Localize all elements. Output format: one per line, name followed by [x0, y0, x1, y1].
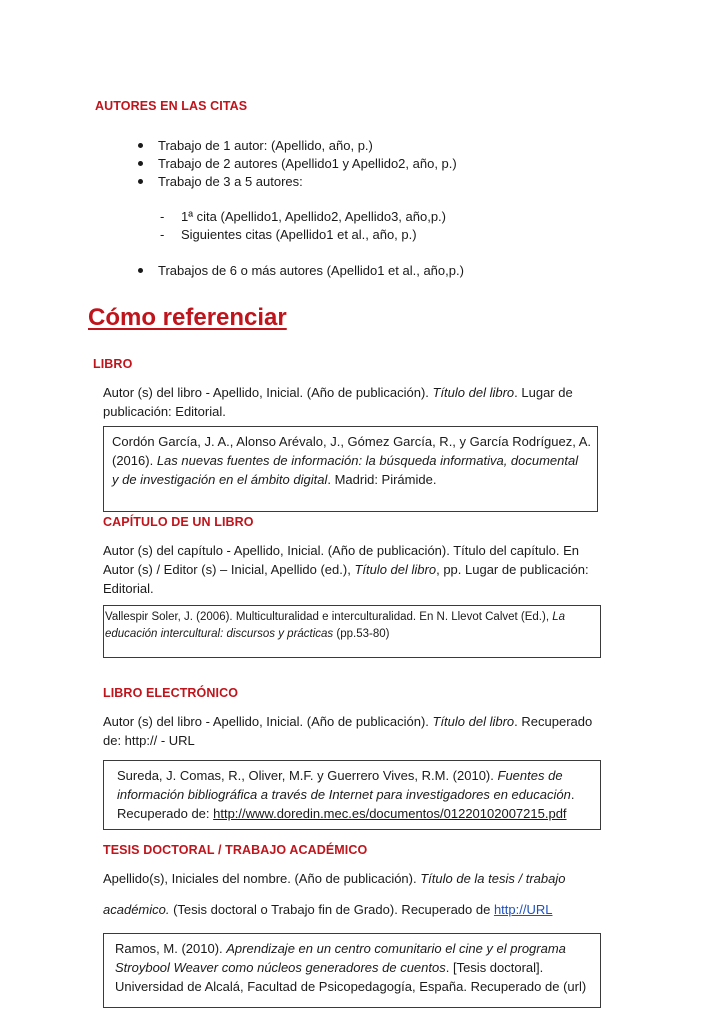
capitulo-format: Autor (s) del capítulo - Apellido, Inicial. (Año de publicación). Título del capítulo. En Autor (s) / Editor (s) – Inicial, Apellido (ed.), Título del libro, pp. Lugar de publicación: Editorial. — [103, 543, 589, 596]
page-title: Cómo referenciar — [88, 304, 287, 331]
tesis-example: Ramos, M. (2010). Aprendizaje en un centro comunitario el cine y el programa Stroybool Weaver como núcleos generadores de cuentos. [Tesis doctoral]. Universidad de Alcalá, Facultad de Psicopedagogía, España. Recuperado de (url) — [115, 941, 587, 994]
bullet-dot — [138, 161, 143, 166]
tesis-heading: TESIS DOCTORAL / TRABAJO ACADÉMICO — [103, 843, 368, 857]
electronico-example: Sureda, J. Comas, R., Oliver, M.F. y Guerrero Vives, R.M. (2010). Fuentes de información bibliográfica a través de Internet para investigadores en educación. Recuperado de: http://www.doredin.mec.es/documentos/01220102007215.pdf — [117, 768, 575, 821]
dash-marker: - — [160, 209, 165, 224]
tesis-example-box — [103, 933, 601, 1008]
libro-example-box — [103, 426, 598, 512]
libro-example: Cordón García, J. A., Alonso Arévalo, J., Gómez García, R., y García Rodríguez, A. (2016). Las nuevas fuentes de información: la búsqueda informativa, documental y de investigación en el ámbito digital. Madrid: Pirámide. — [112, 434, 592, 487]
bullet-dot — [138, 268, 143, 273]
capitulo-example-box — [103, 605, 601, 658]
capitulo-heading: CAPÍTULO DE UN LIBRO — [103, 515, 254, 529]
capitulo-example: Vallespir Soler, J. (2006). Multiculturalidad e interculturalidad. En N. Llevot Calvet (Ed.), La educación intercultural: discursos y prácticas (pp.53-80) — [105, 611, 566, 640]
electronico-url-link[interactable]: http://www.doredin.mec.es/documentos/01220102007215.pdf — [213, 806, 567, 821]
bullet-item: Trabajo de 1 autor: (Apellido, año, p.) — [158, 138, 373, 153]
bullet-item: Trabajo de 2 autores (Apellido1 y Apellido2, año, p.) — [158, 156, 457, 171]
bullet-dot — [138, 143, 143, 148]
bullet-dot — [138, 179, 143, 184]
dash-item: 1ª cita (Apellido1, Apellido2, Apellido3, año,p.) — [181, 209, 446, 224]
dash-marker: - — [160, 227, 165, 242]
libro-format: Autor (s) del libro - Apellido, Inicial. (Año de publicación). Título del libro. Lugar de publicación: Editorial. — [103, 385, 573, 419]
autores-heading: AUTORES EN LAS CITAS — [95, 99, 248, 113]
tesis-url-link[interactable]: http://URL — [493, 902, 553, 917]
tesis-format-line1: Apellido(s), Iniciales del nombre. (Año de publicación). Título de la tesis / trabajo — [103, 871, 566, 886]
electronico-format: Autor (s) del libro - Apellido, Inicial. (Año de publicación). Título del libro. Recuperado de: http:// - URL — [103, 714, 593, 748]
electronico-heading: LIBRO ELECTRÓNICO — [103, 686, 239, 700]
libro-heading: LIBRO — [93, 357, 133, 371]
bullet-item: Trabajo de 3 a 5 autores: — [158, 174, 303, 189]
tesis-format-line2: académico. (Tesis doctoral o Trabajo fin de Grado). Recuperado de http://URL — [103, 902, 553, 917]
electronico-example-box — [103, 760, 601, 830]
bullet-item: Trabajos de 6 o más autores (Apellido1 et al., año,p.) — [158, 263, 464, 278]
dash-item: Siguientes citas (Apellido1 et al., año, p.) — [181, 227, 417, 242]
